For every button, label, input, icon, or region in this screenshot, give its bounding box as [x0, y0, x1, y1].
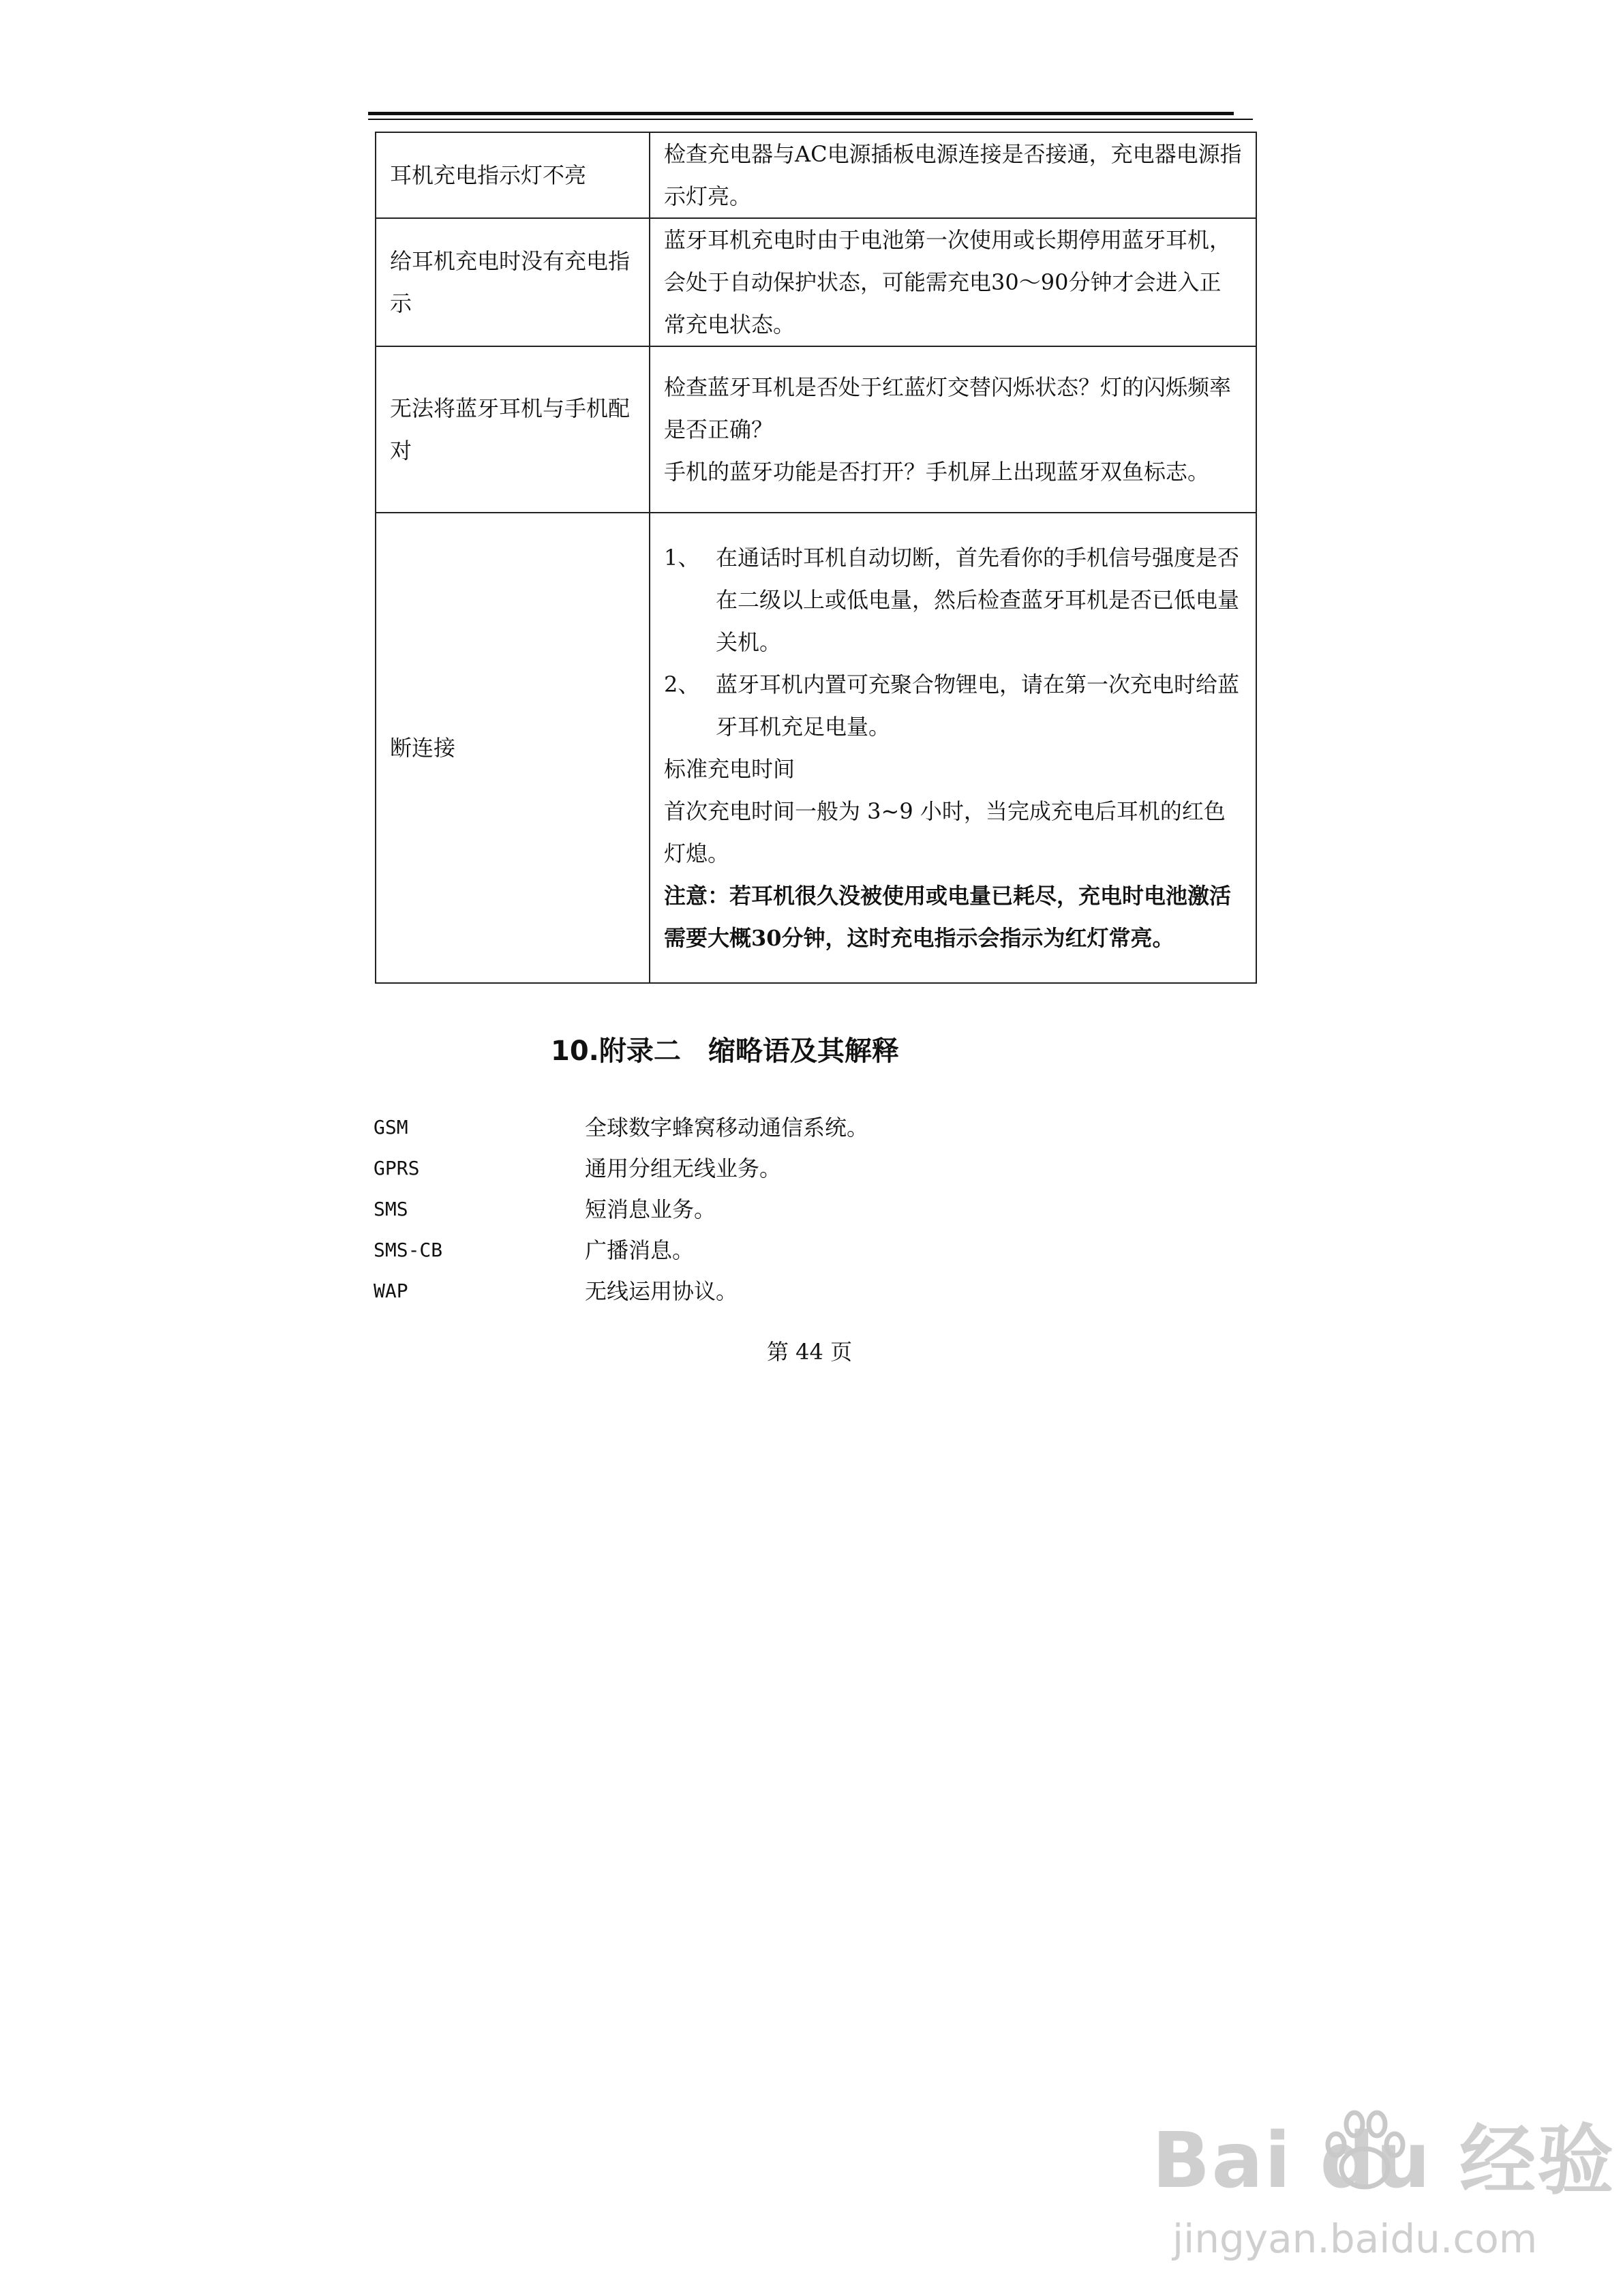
list-text: 在通话时耳机自动切断，首先看你的手机信号强度是否在二级以上或低电量，然后检查蓝牙耳机是否已低电量关机。: [716, 545, 1240, 655]
paw-icon: [1317, 2105, 1412, 2194]
list-item: [664, 663, 1242, 748]
note-text: 注意：若耳机很久没被使用或电量已耗尽，充电时电池激活需要大概30分钟，这时充电指示会指示为红灯常亮。: [664, 883, 1232, 951]
solution-cell: [650, 346, 1256, 513]
table-row: [376, 218, 1256, 346]
header-rule-thin: [368, 119, 1253, 120]
problem-text: 耳机充电指示灯不亮: [390, 162, 587, 188]
abbreviation-definition: 广播消息。: [585, 1237, 695, 1263]
abbreviation-term: SMS: [374, 1198, 408, 1220]
problem-text: 断连接: [390, 735, 456, 761]
solution-text: 蓝牙耳机充电时由于电池第一次使用或长期停用蓝牙耳机，会处于自动保护状态，可能需充电30～90分钟才会进入正常充电状态。: [664, 227, 1232, 337]
solution-text: 检查充电器与AC电源插板电源连接是否接通，充电器电源指示灯亮。: [664, 141, 1242, 209]
list-number: 2、: [664, 671, 700, 697]
problem-cell: [376, 132, 650, 218]
solution-text: 手机的蓝牙功能是否打开？手机屏上出现蓝牙双鱼标志。: [664, 459, 1210, 485]
watermark-url: jingyan.baidu.com: [1172, 2216, 1538, 2262]
solution-cell: [650, 513, 1256, 983]
appendix-title: 10.附录二 缩略语及其解释: [551, 1036, 899, 1067]
list-item: [664, 537, 1242, 663]
charging-time-text: 首次充电时间一般为 3~9 小时，当完成充电后耳机的红色灯熄。: [664, 798, 1226, 866]
solution-cell: [650, 218, 1256, 346]
troubleshooting-table: [375, 132, 1257, 984]
solution-text: 检查蓝牙耳机是否处于红蓝灯交替闪烁状态？灯的闪烁频率是否正确？: [664, 374, 1232, 442]
abbreviation-definition: 无线运用协议。: [585, 1278, 738, 1304]
abbreviation-definition: 短消息业务。: [585, 1196, 716, 1222]
problem-text: 给耳机充电时没有充电指示: [390, 248, 631, 316]
solution-cell: [650, 132, 1256, 218]
table-row: [376, 346, 1256, 513]
problem-text: 无法将蓝牙耳机与手机配对: [390, 395, 631, 464]
list-text: 蓝牙耳机内置可充聚合物锂电，请在第一次充电时给蓝牙耳机充足电量。: [716, 671, 1240, 740]
abbreviation-term: SMS-CB: [374, 1239, 443, 1261]
header-rule: [368, 112, 1234, 115]
watermark-brand: Bai du 经验: [1152, 2117, 1616, 2205]
charging-time-heading: 标准充电时间: [664, 756, 795, 782]
baidu-jingyan-watermark: [1145, 2100, 1616, 2291]
page-number: 第 44 页: [767, 1339, 853, 1365]
problem-cell: [376, 346, 650, 513]
table-row: [376, 513, 1256, 983]
problem-cell: [376, 513, 650, 983]
list-number: 1、: [664, 545, 700, 571]
abbreviation-definition: 全球数字蜂窝移动通信系统。: [585, 1115, 869, 1141]
problem-cell: [376, 218, 650, 346]
abbreviation-term: GPRS: [374, 1157, 420, 1179]
abbreviation-term: WAP: [374, 1280, 408, 1302]
table-row: [376, 132, 1256, 218]
abbreviation-term: GSM: [374, 1116, 408, 1138]
abbreviation-definition: 通用分组无线业务。: [585, 1155, 782, 1181]
